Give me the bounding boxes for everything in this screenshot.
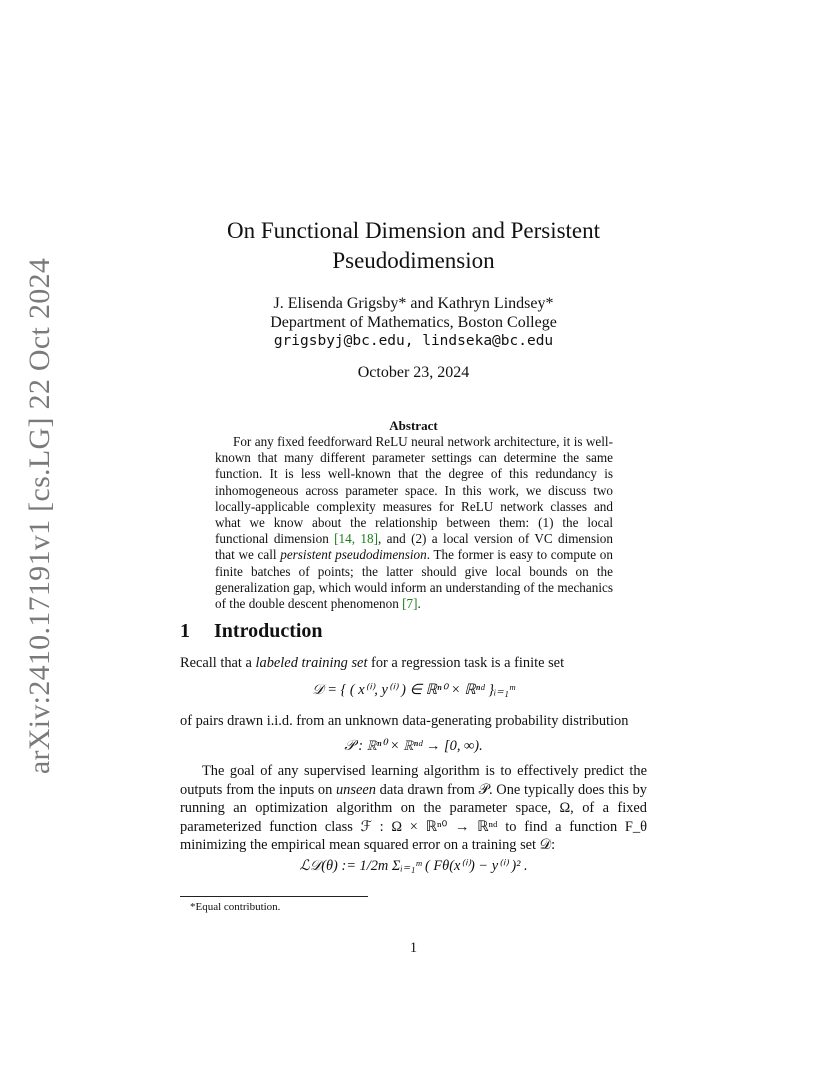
footnote-rule: [180, 896, 368, 897]
intro-paragraph-3: The goal of any supervised learning algorithm is to effectively predict the outputs from the inputs on unseen data drawn from 𝒫. One typically does this by running an optimization algorithm on the parameter space, Ω, of a fixed parameterized function class ℱ : Ω × ℝⁿ⁰ → ℝⁿᵈ to find a function F_θ minimizing the empirical mean squared error on a training set 𝒟:: [180, 763, 647, 854]
equation-dataset: 𝒟 = { ( x⁽ⁱ⁾, y⁽ⁱ⁾ ) ∈ ℝⁿ⁰ × ℝⁿᵈ }ᵢ₌₁ᵐ: [312, 682, 515, 698]
author-block: [180, 294, 647, 351]
abstract-term: persistent pseudodimension: [280, 547, 427, 563]
title-line-1: On Functional Dimension and Persistent: [226, 218, 601, 243]
paper-date: October 23, 2024: [357, 364, 470, 381]
affiliation-line: Department of Mathematics, Boston College: [270, 314, 557, 331]
equation-distribution: 𝒫 : ℝⁿ⁰ × ℝⁿᵈ → [0, ∞).: [344, 738, 483, 754]
title-line-2: Pseudodimension: [332, 248, 495, 273]
abstract-text-2: , and (2) a local version of VC dimension that we call: [215, 531, 613, 563]
page-number: 1: [409, 940, 418, 956]
abstract-text-1: For any fixed feedforward ReLU neural network architecture, it is well-known that many different parameter settings can determine the same function. It is less well-known that the degree of this redundancy is inhomogeneous across parameter space. In this work, we discuss two locally-applicable complexity measures for ReLU network classes and what we know about the relationship between them: (1) the local functional dimension: [215, 434, 613, 547]
citation-link-7[interactable]: [7]: [402, 596, 418, 612]
section-number: 1: [180, 620, 190, 642]
paper-title: [180, 216, 647, 276]
equation-loss: ℒ𝒟(θ) := 1/2m Σᵢ₌₁ᵐ ( Fθ(x⁽ⁱ⁾) − y⁽ⁱ⁾ )² .: [299, 858, 528, 874]
unseen-term: unseen: [335, 781, 376, 798]
labeled-training-set-term: labeled training set: [255, 655, 368, 671]
abstract-text-4: .: [417, 596, 421, 612]
citation-link-14-18[interactable]: [14, 18]: [334, 531, 378, 547]
section-heading: [180, 620, 323, 643]
abstract-body: [215, 434, 613, 612]
abstract-text-3: . The former is easy to compute on finite batches of points; the latter should give local bounds on the generalization gap, which would inform an understanding of the mechanics of the double descent phenomenon: [215, 547, 613, 612]
abstract-heading: Abstract: [389, 418, 438, 433]
section-title: Introduction: [214, 620, 323, 642]
intro-sentence-1: Recall that a labeled training set for a regression task is a finite set: [180, 655, 565, 671]
arxiv-identifier-stamp: [18, 257, 62, 775]
arxiv-stamp-text: arXiv:2410.17191v1 [cs.LG] 22 Oct 2024: [23, 257, 56, 775]
emails-line: grigsbyj@bc.edu, lindseka@bc.edu: [273, 333, 554, 349]
authors-line: J. Elisenda Grigsby* and Kathryn Lindsey*: [273, 295, 554, 312]
footnote: *Equal contribution.: [190, 901, 281, 913]
intro-sentence-2: of pairs drawn i.i.d. from an unknown data-generating probability distribution: [180, 713, 629, 729]
